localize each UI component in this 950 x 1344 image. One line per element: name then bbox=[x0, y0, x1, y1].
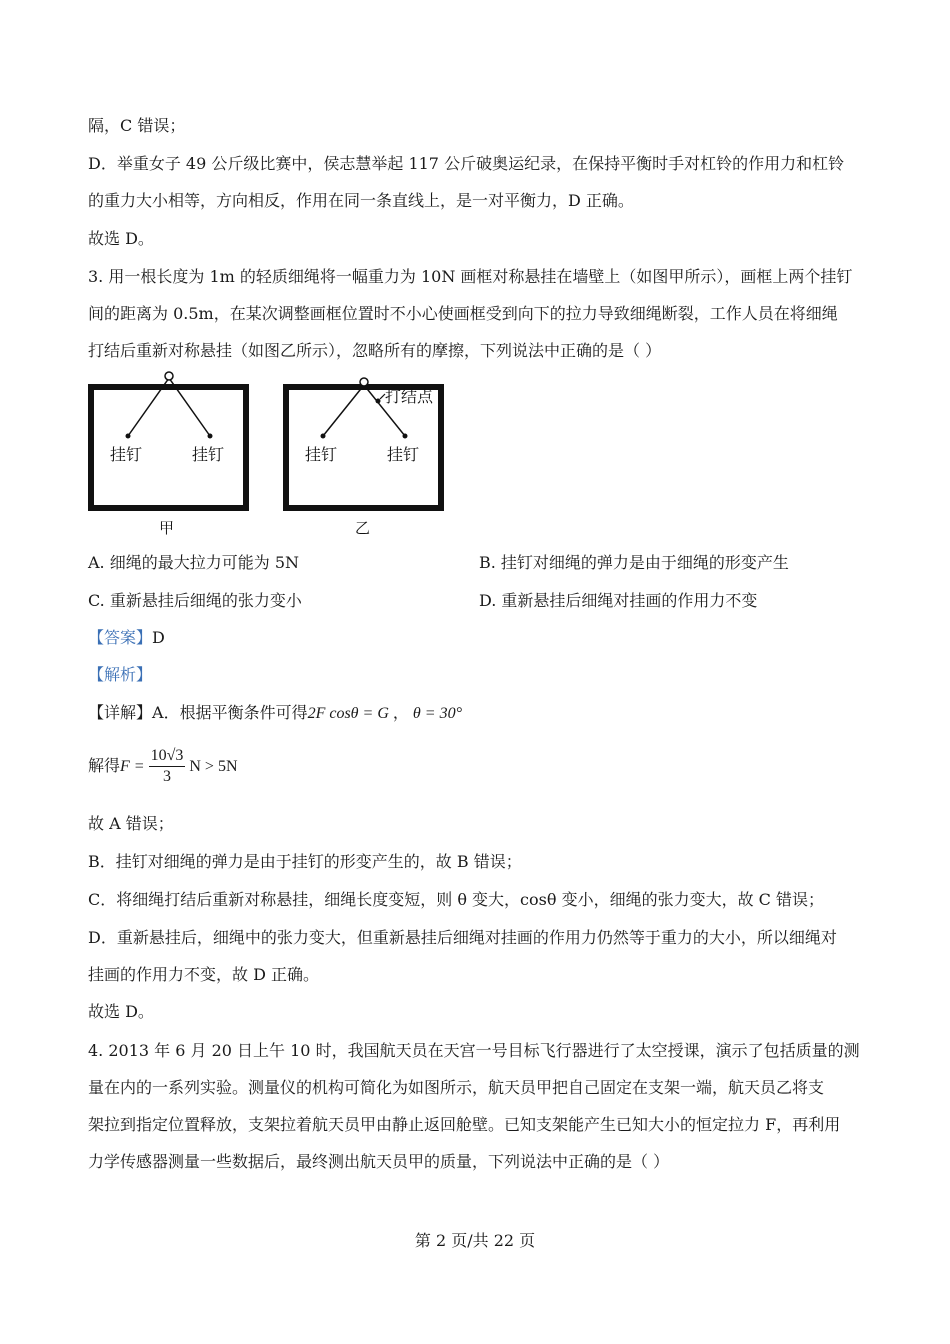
q4-stem-line3: 架拉到指定位置释放，支架拉着航天员甲由静止返回舱壁。已知支架能产生已知大小的恒定拉力 F，再利用 bbox=[88, 1115, 841, 1134]
equation-angle: θ = 30° bbox=[412, 705, 462, 722]
nail-right-2 bbox=[403, 434, 408, 439]
fraction-denominator: 3 bbox=[162, 768, 171, 785]
equation-balance: 2F cosθ = G bbox=[307, 705, 389, 722]
page-footer: 第 2 页/共 22 页 bbox=[414, 1231, 536, 1250]
q3-c-explain: C．将细绳打结后重新对称悬挂，细绳长度变短，则 θ 变大，cosθ 变小，细绳的张力变大，故 C 错误； bbox=[88, 890, 824, 909]
q3-option-d: D. 重新悬挂后细绳对挂画的作用力不变 bbox=[479, 591, 758, 610]
q3-answer-line bbox=[88, 627, 165, 649]
q3-stem-line1: 3. 用一根长度为 1m 的轻质细绳将一幅重力为 10N 画框对称悬挂在墙壁上（如图甲所示），画框上两个挂钉 bbox=[88, 267, 853, 286]
q4-stem-line4: 力学传感器测量一些数据后，最终测出航天员甲的质量，下列说法中正确的是（ ） bbox=[88, 1152, 670, 1171]
nail-label-l1: 挂钉 bbox=[110, 445, 143, 464]
solve-lhs: F = bbox=[120, 758, 145, 775]
hook-left bbox=[165, 372, 173, 380]
analysis-tag: 【解析】 bbox=[88, 665, 153, 684]
solve-fraction bbox=[149, 746, 186, 787]
answer-value: D bbox=[152, 628, 165, 647]
q3-detail-a bbox=[88, 702, 462, 725]
q3-a-wrong: 故 A 错误； bbox=[88, 814, 174, 833]
nail-left-2 bbox=[208, 434, 213, 439]
prev-choice: 故选 D。 bbox=[88, 229, 154, 248]
q3-analysis-tag bbox=[88, 664, 152, 686]
fraction-numerator: 10√3 bbox=[149, 746, 186, 767]
nail-right-1 bbox=[321, 434, 326, 439]
answer-tag: 【答案】 bbox=[88, 628, 153, 647]
caption-left: 甲 bbox=[159, 519, 175, 537]
q3-stem-line3: 打结后重新对称悬挂（如图乙所示），忽略所有的摩擦，下列说法中正确的是（ ） bbox=[88, 341, 662, 360]
q3-choice: 故选 D。 bbox=[88, 1002, 154, 1021]
q3-option-c: C. 重新悬挂后细绳的张力变小 bbox=[88, 591, 302, 610]
detail-tag: 【详解】 bbox=[88, 703, 153, 722]
nail-label-r2: 挂钉 bbox=[387, 445, 420, 464]
rope-right-1 bbox=[323, 385, 364, 436]
q4-stem-line1: 4. 2013 年 6 月 20 日上午 10 时，我国航天员在天宫一号目标飞行器进行了太空授课，演示了包括质量的测 bbox=[88, 1041, 860, 1060]
q3-stem-line2: 间的距离为 0.5m，在某次调整画框位置时不小心使画框受到向下的拉力导致细绳断裂，工作人员在将细绳 bbox=[88, 304, 838, 323]
solve-prefix: 解得 bbox=[88, 756, 121, 775]
hook-right bbox=[360, 378, 368, 386]
detail-a-prefix: A．根据平衡条件可得 bbox=[152, 703, 308, 722]
prev-option-d-line1: D．举重女子 49 公斤级比赛中，侯志慧举起 117 公斤破奥运纪录，在保持平衡时手对杠铃的作用力和杠铃 bbox=[88, 154, 845, 173]
q3-b-explain: B．挂钉对细绳的弹力是由于挂钉的形变产生的，故 B 错误； bbox=[88, 852, 522, 871]
nail-label-l2: 挂钉 bbox=[192, 445, 225, 464]
knot-label: 打结点 bbox=[385, 387, 434, 406]
prev-text-line: 隔，C 错误； bbox=[88, 116, 186, 135]
q3-d-explain-line1: D．重新悬挂后，细绳中的张力变大，但重新悬挂后细绳对挂画的作用力仍然等于重力的大小，所以细绳对 bbox=[88, 928, 837, 947]
q3-option-a: A. 细绳的最大拉力可能为 5N bbox=[88, 553, 299, 572]
nail-left-1 bbox=[126, 434, 131, 439]
prev-option-d-line2: 的重力大小相等，方向相反，作用在同一条直线上，是一对平衡力，D 正确。 bbox=[88, 191, 634, 210]
q3-solve-line bbox=[88, 744, 238, 790]
q3-option-b: B. 挂钉对细绳的弹力是由于细绳的形变产生 bbox=[479, 553, 789, 572]
solve-rhs: N > 5N bbox=[189, 758, 238, 775]
knot-point bbox=[376, 399, 381, 404]
q4-stem-line2: 量在内的一系列实验。测量仪的机构可简化为如图所示，航天员甲把自己固定在支架一端，航天员乙将支 bbox=[88, 1078, 825, 1097]
q3-d-explain-line2: 挂画的作用力不变，故 D 正确。 bbox=[88, 965, 320, 984]
caption-right: 乙 bbox=[355, 519, 371, 537]
q3-figure bbox=[85, 368, 455, 540]
nail-label-r1: 挂钉 bbox=[305, 445, 338, 464]
equation-sep: ， bbox=[392, 703, 409, 722]
